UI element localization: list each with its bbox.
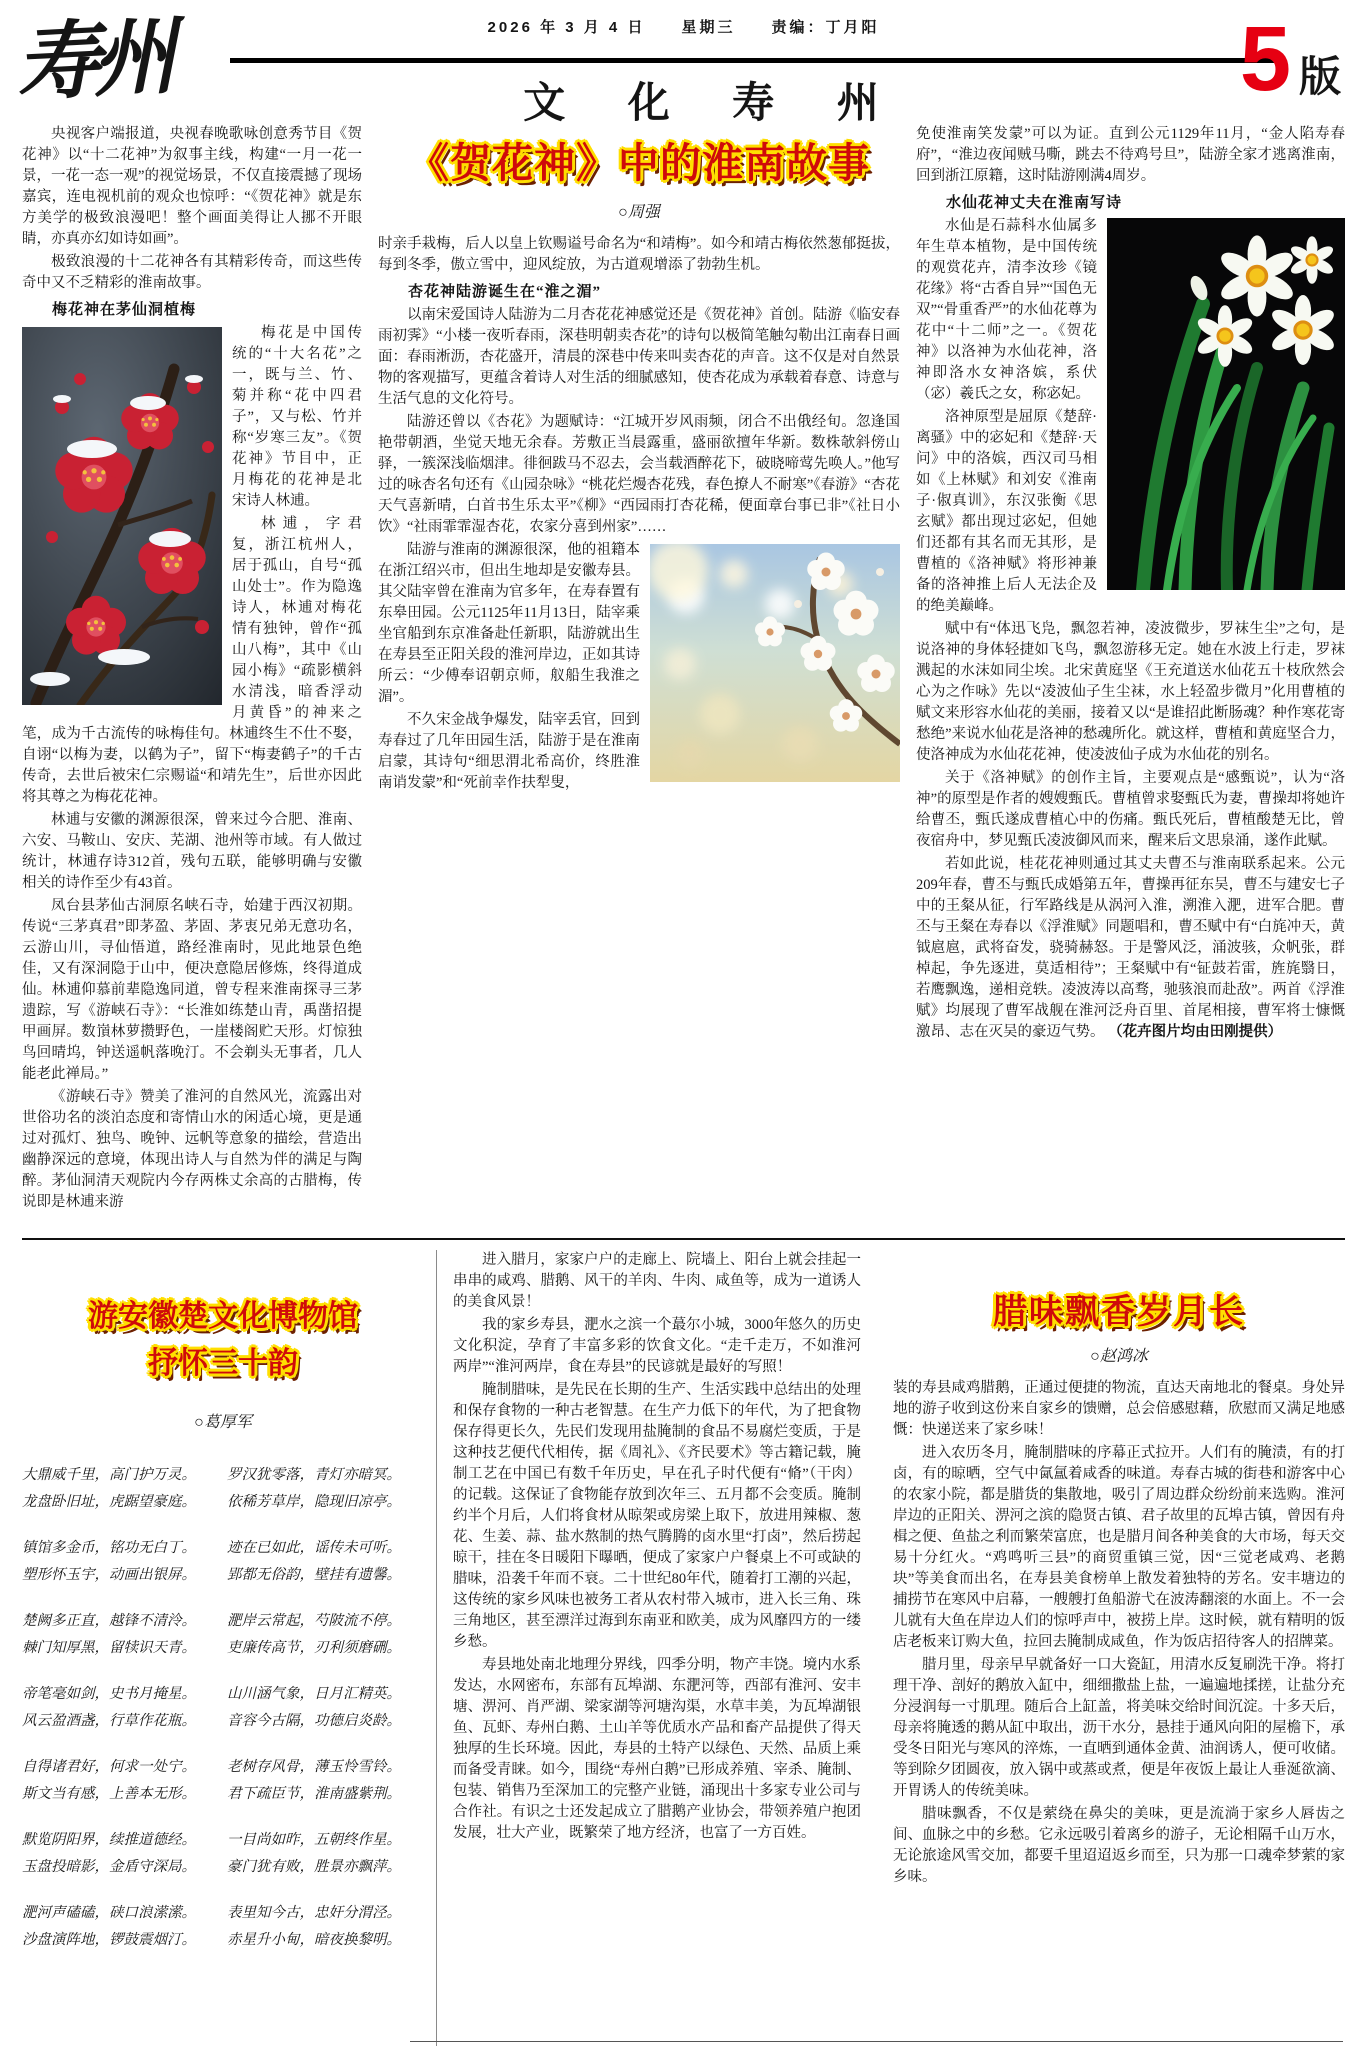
paragraph: 水仙是石蒜科水仙属多年生草本植物，是中国传统的观赏花卉，清李汝珍《镜花缘》将“古香自异”“国色无双”“骨重香严”的水仙花尊为花中“十二师”之一。《贺花神》以洛神为水仙花神，洛神即洛水女神洛嫔，系伏（宓）羲氏之女，称宓妃。 — [916, 218, 1097, 402]
paragraph: 腊月里，母亲早早就备好一口大瓷缸，用清水反复刷洗干净。将打理干净、剖好的鹅放入缸中，细细撒盐上盐，一遍遍地揉搓，让盐分充分浸润每一寸肌理。随后合上缸盖，将美味交给时间沉淀。十多天后，母亲将腌透的鹅从缸中取出，沥干水分，悬挂于通风向阳的屋檐下，承受冬日阳光与寒风的淬炼，一直晒到通体金黄、油润诱人，便可收储。等到除夕团圆夜，放入锅中或蒸或煮，便是年夜饭上最让人垂涎欲滴、开胃诱人的传统美味。 — [893, 1657, 1345, 1799]
page-number-block — [1239, 8, 1341, 110]
poem-line: 君下疏臣节，淮南盛紫荆。 — [227, 1786, 401, 1802]
poem-line: 老树存风骨，薄玉怜雪铃。 — [227, 1759, 401, 1775]
poem-line: 龙盘卧旧址，虎踞望豪庭。 — [22, 1494, 196, 1510]
poem-line: 淝岸云常起，芍陂流不停。 — [227, 1613, 401, 1629]
apricot-blossom-photo — [650, 544, 900, 782]
lawei-article-author: ○赵鸿冰 — [1090, 1348, 1148, 1365]
paragraph-text: 若如此说，桂花花神则通过其丈夫曹丕与淮南联系起来。公元209年春，曹丕与甄氏成婚第五年，曹操再征东吴，曹丕与建安七子中的王粲从征，行军路线是从涡河入淮，溯淮入淝，进军合肥。曹丕与王粲在寿春以《浮淮赋》同题唱和，曹丕赋中有“白旄冲天，黄钺扈扈，武将奋发，骁骑赫怒。于是警风泛，涌波骇，众帆张，群棹起，争先逐进，莫适相待”；王粲赋中有“钲鼓若雷，旌旄翳日，若鹰飘逸，递相竞轶。凌波涛以高骛，驰骇浪而赴敌”。两首《浮淮赋》均展现了曹军战舰在淮河泛舟百里、首尾相接，曹军将士慷慨激昂、志在灭吴的豪迈气势。 — [916, 856, 1345, 1040]
poem-line: 大鼎威千里，高门护万灵。 — [22, 1467, 196, 1483]
poem-title — [22, 1294, 424, 1387]
paragraph: 赋中有“体迅飞凫，飘忽若神，凌波微步，罗袜生尘”之句，是说洛神的身体轻捷如飞鸟，飘忽游移无定。她在水波上行走，罗袜溅起的水沫如同尘埃。北宋黄庭坚《王充道送水仙花五十枝欣然会心为之作咏》先以“凌波仙子生尘袜，水上轻盈步微月”化用曹植的赋文来形容水仙花的美丽，接着又以“是谁招此断肠魂？种作寒花寄愁绝”来说水仙花是洛神的愁魂所化。就这样，曹植和黄庭坚合力，使洛神成为水仙花花神，使凌波仙子成为水仙花的别名。 — [916, 621, 1345, 763]
poem-line: 淝河声磕磕，硖口浪潆潆。 — [22, 1905, 196, 1921]
paragraph: 央视客户端报道，央视春晚歌咏创意秀节目《贺花神》以“十二花神”为叙事主线，构建“一月一花一景，一花一态一观”的视觉场景，不仅直接震撼了现场嘉宾，连电视机前的观众也惊呼：“《贺花神》就是东方美学的极致浪漫吧！整个画面美得让人挪不开眼睛，亦真亦幻如诗如画”。 — [22, 126, 362, 247]
paragraph: 梅花是中国传统的“十大名花”之一，既与兰、竹、菊并称“花中四君子”，又与松、竹并称“岁寒三友”。《贺花神》节目中，正月梅花的花神是北宋诗人林逋。 — [232, 325, 362, 509]
poem-line: 风云盈酒盏，行草作花瓶。 — [22, 1713, 196, 1729]
main-article-author: ○周强 — [618, 204, 660, 221]
poem-line: 镇馆多金币，铭功无白丁。 — [22, 1540, 196, 1556]
header-rule — [230, 58, 1279, 63]
poem-line: 帝笔毫如剑，史书月掩星。 — [22, 1686, 196, 1702]
main-article-title: 《贺花神》中的淮南故事 — [408, 140, 870, 186]
page-header — [0, 0, 1367, 127]
poem-line: 默览阴阳界，续推道德经。 — [22, 1832, 196, 1848]
poem-line: 玉盘投暗影，金盾守深局。 — [22, 1859, 196, 1875]
paragraph: 不久宋金战争爆发，陆宰丢官，回到寿春过了几年田园生活，陆游于是在淮南启蒙，其诗句“细思渭北希高价，终胜淮南诮发蒙”和“死前幸作扶犁叟， — [378, 712, 640, 791]
paragraph: 陆游与淮南的渊源很深，他的祖籍本在浙江绍兴市，但出生地却是安徽寿县。其父陆宰曾在淮南为官多年，在寿春置有东皋田园。公元1125年11月13日，陆宰乘坐官船到东京准备赴任新职，陆游就出生在寿县至正阳关段的淮河岸边，正如其诗所云：“少傅奉诏朝京师，舣船生我淮之湄”。 — [378, 542, 640, 705]
poem-line: 山川涵气象，日月汇精英。 — [227, 1686, 401, 1702]
lawei-column-left — [436, 1250, 877, 2046]
poem-line: 音容今古隔，功德启炎龄。 — [227, 1713, 401, 1729]
narcissus-photo — [1107, 218, 1345, 590]
poem-title-line1: 游安徽楚文化博物馆 — [88, 1300, 358, 1333]
column-2 — [378, 124, 900, 1230]
paragraph: 腌制腊味，是先民在长期的生产、生活实践中总结出的处理和保存食物的一种古老智慧。在生产力低下的年代，为了把食物保存得更长久，先民们发现用盐腌制的食品不易腐烂变质，于是这种技艺便代代相传，据《周礼》、《齐民要术》等古籍记载，腌制工艺在中国已有数千年历史，早在孔子时代便有“脩”（干肉）的记载。这保证了食物能存放到次年三、五月都不会变质。腌制约半个月后，人们将食材从晾架或房梁上取下，放进用辣椒、葱花、生姜、蒜、盐水熬制的热气腾腾的卤水里“打卤”，然后捞起晾干，挂在冬日暖阳下曝晒，便成了家家户户餐桌上不可或缺的腊味，沿袭千年而不衰。二十世纪80年代，随着打工潮的兴起，这传统的家乡风味也被务工者从农村带入城市，进入长三角、珠三角地区，甚至漂洋过海到东南亚和欧美，成为风靡四方的一缕乡愁。 — [453, 1382, 861, 1650]
poem-body — [22, 1462, 424, 1973]
column-3 — [916, 124, 1345, 1230]
photo-credit: （花卉图片均由田刚提供） — [1108, 1024, 1283, 1040]
poem-line: 表里知今古，忠奸分渭泾。 — [227, 1905, 401, 1921]
paragraph: 装的寿县咸鸡腊鹅，正通过便捷的物流，直达天南地北的餐桌。身处异地的游子收到这份来自家乡的馈赠，总会倍感慰藉，欣慰而又满足地感慨：快递送来了家乡味！ — [893, 1380, 1345, 1438]
poem-line: 豪门犹有败，胜景亦飘萍。 — [227, 1859, 401, 1875]
paragraph: 进入农历冬月，腌制腊味的序幕正式拉开。人们有的腌渍，有的打卤，有的晾晒，空气中氤氲着咸香的味道。寿春古城的街巷和游客中心的农家小院，都是腊货的集散地，吸引了周边群众纷纷前来选购。淮河岸边的正阳关、淠河之滨的隐贤古镇、君子故里的瓦埠古镇，曾因有舟楫之便、鱼盐之利而繁荣富庶，也是腊月间各种美食的大市场，每天交易十分红火。“鸡鸣听三县”的商贸重镇三觉，因“三觉老咸鸡、老鹅块”等美食而出名，在寿县美食榜单上散发着独特的芳名。安丰塘边的捕捞节在寒风中启幕，一艘艘打鱼船游弋在波涛翻滚的水面上。不一会儿就有大鱼在岸边人们的惊呼声中，被捞上岸。这时候，就有精明的饭店老板来订购大鱼，拉回去腌制成咸鱼，作为饭店招待客人的招牌菜。 — [893, 1445, 1345, 1650]
top-section — [0, 118, 1367, 1230]
paragraph: 林逋，字君复，浙江杭州人，居于孤山，自号“孤山处士”。作为隐逸诗人，林逋对梅花情有独钟，曾作“孤山八梅”，其中《山园小梅》“疏影横斜水清浅，暗香浮动月黄昏”的神来之笔，成为千古流传的咏梅佳句。林逋终生不仕不娶，自诩“以梅为妻，以鹤为子”，留下“梅妻鹤子”的千古传奇，去世后被宋仁宗赐谥“和靖先生”，后世亦因此将其尊之为梅花花神。 — [22, 516, 362, 805]
paragraph: 关于《洛神赋》的创作主旨，主要观点是“感甄说”，认为“洛神”的原型是作者的嫂嫂甄氏。曹植曾求娶甄氏为妻，曹操却将她许给曹丕，甄氏遂成曹植心中的伤痛。甄氏死后，曹植酸楚无比，曾夜宿舟中，梦见甄氏凌波御风而来，醒来后文思泉涌，遂作此赋。 — [916, 770, 1345, 849]
lawei-column-right — [877, 1250, 1345, 2046]
paragraph: 洛神原型是屈原《楚辞·离骚》中的宓妃和《楚辞·天问》中的洛嫔，西汉司马相如《上林赋》和刘安《淮南子·俶真训》，东汉张衡《思玄赋》都出现过宓妃，但她们还都有其名而无其形，是曹植的《洛神赋》将形神兼备的洛神推上后人无法企及的绝美巅峰。 — [916, 409, 1097, 614]
poem-line: 迹在已如此，谣传未可听。 — [227, 1540, 401, 1556]
paragraph: 进入腊月，家家户户的走廊上、院墙上、阳台上就会挂起一串串的咸鸡、腊鹅、风干的羊肉、牛肉、咸鱼等，成为一道诱人的美食风景！ — [453, 1252, 861, 1310]
paragraph: 时亲手栽梅，后人以皇上钦赐谥号命名为“和靖梅”。如今和靖古梅依然葱郁挺拔，每到冬季，傲立雪中，迎风绽放，为古道观增添了勃勃生机。 — [378, 236, 900, 273]
poem-line: 吏廉传高节，刃利须磨硎。 — [227, 1640, 401, 1656]
poem-line: 塑形怀玉宇，动画出银屏。 — [22, 1567, 196, 1583]
poem-line: 楚阙多正直，越锋不清泠。 — [22, 1613, 196, 1629]
poem-panel — [22, 1250, 436, 2046]
subhead-apricot: 杏花神陆游诞生在“淮之湄” — [408, 284, 602, 300]
subhead-plum: 梅花神在茅仙洞植梅 — [52, 302, 197, 318]
paragraph: 寿县地处南北地理分界线，四季分明，物产丰饶。境内水系发达，水网密布，东部有瓦埠湖、东淝河等，西部有淮河、安丰塘、淠河、肖严湖、梁家湖等河塘沟渠，水草丰美，为瓦埠湖银鱼、瓦虾、寿州白鹅、土山羊等优质水产品和畜产品提供了得天独厚的生长环境。因此，寿县的土特产以绿色、天然、品质上乘而备受青睐。如今，围绕“寿州白鹅”已形成养殖、宰杀、腌制、包装、销售乃至深加工的完整产业链，涌现出十多家专业公司与合作社。有识之士还发起成立了腊鹅产业协会，带领养殖户抱团发展，壮大产业，既繁荣了地方经济，也富了一方百姓。 — [453, 1657, 861, 1841]
paragraph: 我的家乡寿县，淝水之滨一个蕞尔小城，3000年悠久的历史文化积淀，孕育了丰富多彩的饮食文化。“走千走万，不如淮河两岸”“淮河两岸，食在寿县”的民谚就是最好的写照！ — [453, 1317, 861, 1375]
masthead-calligraphy: 寿州 — [13, 6, 171, 113]
poem-line: 赤星升小甸，暗夜换黎明。 — [227, 1932, 401, 1948]
bottom-section — [0, 1240, 1367, 2046]
poem-column-right — [227, 1462, 424, 1973]
poem-line: 斯文当有感，上善本无形。 — [22, 1786, 196, 1802]
poem-title-line2: 抒怀三十韵 — [148, 1346, 298, 1380]
paragraph: 以南宋爱国诗人陆游为二月杏花花神感觉还是《贺花神》首创。陆游《临安春雨初霁》“小楼一夜听春雨，深巷明朝卖杏花”的诗句以极简笔触勾勒出江南春日画面：春雨淅沥，杏花盛开，清晨的深巷中传来叫卖杏花的声音。这不仅是对自然景物的客观描写，更蕴含着诗人对生活的细腻感知，使杏花成为承载着春意、诗意与生活气息的文化符号。 — [378, 307, 900, 407]
paragraph: 极致浪漫的十二花神各有其精彩传奇，而这些传奇中又不乏精彩的淮南故事。 — [22, 254, 362, 291]
paragraph: 林逋与安徽的渊源很深，曾来过今合肥、淮南、六安、马鞍山、安庆、芜湖、池州等市域。有人做过统计，林逋存诗312首，残句五联，能够明确与安徽相关的诗作至少有43首。 — [22, 812, 362, 891]
lawei-article-title: 腊味飘香岁月长 — [993, 1293, 1245, 1331]
column-1 — [22, 124, 362, 1230]
paragraph: 凤台县茅仙古洞原名峡石寺，始建于西汉初期。传说“三茅真君”即茅盈、茅固、茅衷兄弟无意功名，云游山川，寻仙悟道，路经淮南时，见此地景色绝佳，又有深洞隐于山中，便决意隐居修炼，终得道成仙。林逋仰慕前辈隐逸同道，曾专程来淮南探寻三茅遗踪，写《游峡石寺》：“长淮如练楚山青，禹凿招提甲画屏。数嵿林萝攒野色，一崖楼阁贮天形。灯惊独鸟回晴坞，钟送遥帆落晚汀。不会剃头无事者，几人能老此禅局。” — [22, 898, 362, 1082]
paragraph: 腊味飘香，不仅是萦绕在鼻尖的美味，更是流淌于家乡人唇齿之间、血脉之中的乡愁。它永远吸引着离乡的游子，无论相隔千山万水，无论旅途风雪交加，都要千里迢迢返乡而至，只为那一口魂牵梦萦的家乡味。 — [893, 1806, 1345, 1885]
poem-line: 棘门知厚黑，留犊识天青。 — [22, 1640, 196, 1656]
page-unit: 版 — [1298, 55, 1341, 101]
dateline: 2026 年 3 月 4 日 星期三 责编：丁月阳 — [487, 19, 880, 36]
section-title: 文 化 寿 州 — [523, 81, 905, 127]
poem-line: 一目尚如昨，五朝终作星。 — [227, 1832, 401, 1848]
page-number: 5 — [1239, 8, 1291, 110]
poem-line: 沙盘演阵地，锣鼓震烟汀。 — [22, 1932, 196, 1948]
poem-author: ○葛厚军 — [194, 1414, 252, 1431]
poem-column-left — [22, 1462, 219, 1973]
paragraph: 免使淮南笑发蒙”可以为证。直到公元1129年11月，“金人陷寿春府”，“淮边夜闻贼马嘶，跳去不待鸡号旦”，陆游全家才逃离淮南，回到浙江原籍，这时陆游刚满4周岁。 — [916, 126, 1345, 184]
poem-line: 郢都无俗韵，壁挂有遗馨。 — [227, 1567, 401, 1583]
poem-line: 依稀芳草岸，隐现旧凉亭。 — [227, 1494, 401, 1510]
paragraph: 《游峡石寺》赞美了淮河的自然风光，流露出对世俗功名的淡泊态度和寄情山水的闲适心境，更是通过对孤灯、独鸟、晚钟、远帆等意象的描绘，营造出幽静深远的意境，体现出诗人与自然为伴的满足与陶醉。茅仙洞清天观院内今存两株丈余高的古腊梅，传说即是林逋来游 — [22, 1089, 362, 1210]
bottom-border-rule — [410, 2041, 1343, 2042]
subhead-narcissus: 水仙花神丈夫在淮南写诗 — [946, 195, 1123, 211]
paragraph — [916, 854, 1345, 1043]
plum-blossom-photo — [22, 327, 222, 705]
paragraph: 陆游还曾以《杏花》为题赋诗：“江城开岁风雨频，闭合不出俄经旬。忽逢国艳带朝酒，坐觉天地无余春。芳敷正当晨露重，盛丽欲擅年华新。数株欹斜傍山驿，一簇深浅临烟津。徘徊跋马不忍去，会当载酒醉花下，破晓啼莺先唤人。”他写过的咏杏名句还有《山园杂咏》“桃花烂熳杏花残，春色撩人不耐寒”《春游》“杏花天气喜新晴，白首书生乐太平”《柳》“西园雨打杏花稀，便面章台事已非”《社日小饮》“社雨霏霏湿杏花，农家分喜到州家”…… — [378, 414, 900, 535]
poem-line: 罗汉犹零落，青灯亦暗冥。 — [227, 1467, 401, 1483]
poem-line: 自得诸君好，何求一处宁。 — [22, 1759, 196, 1775]
